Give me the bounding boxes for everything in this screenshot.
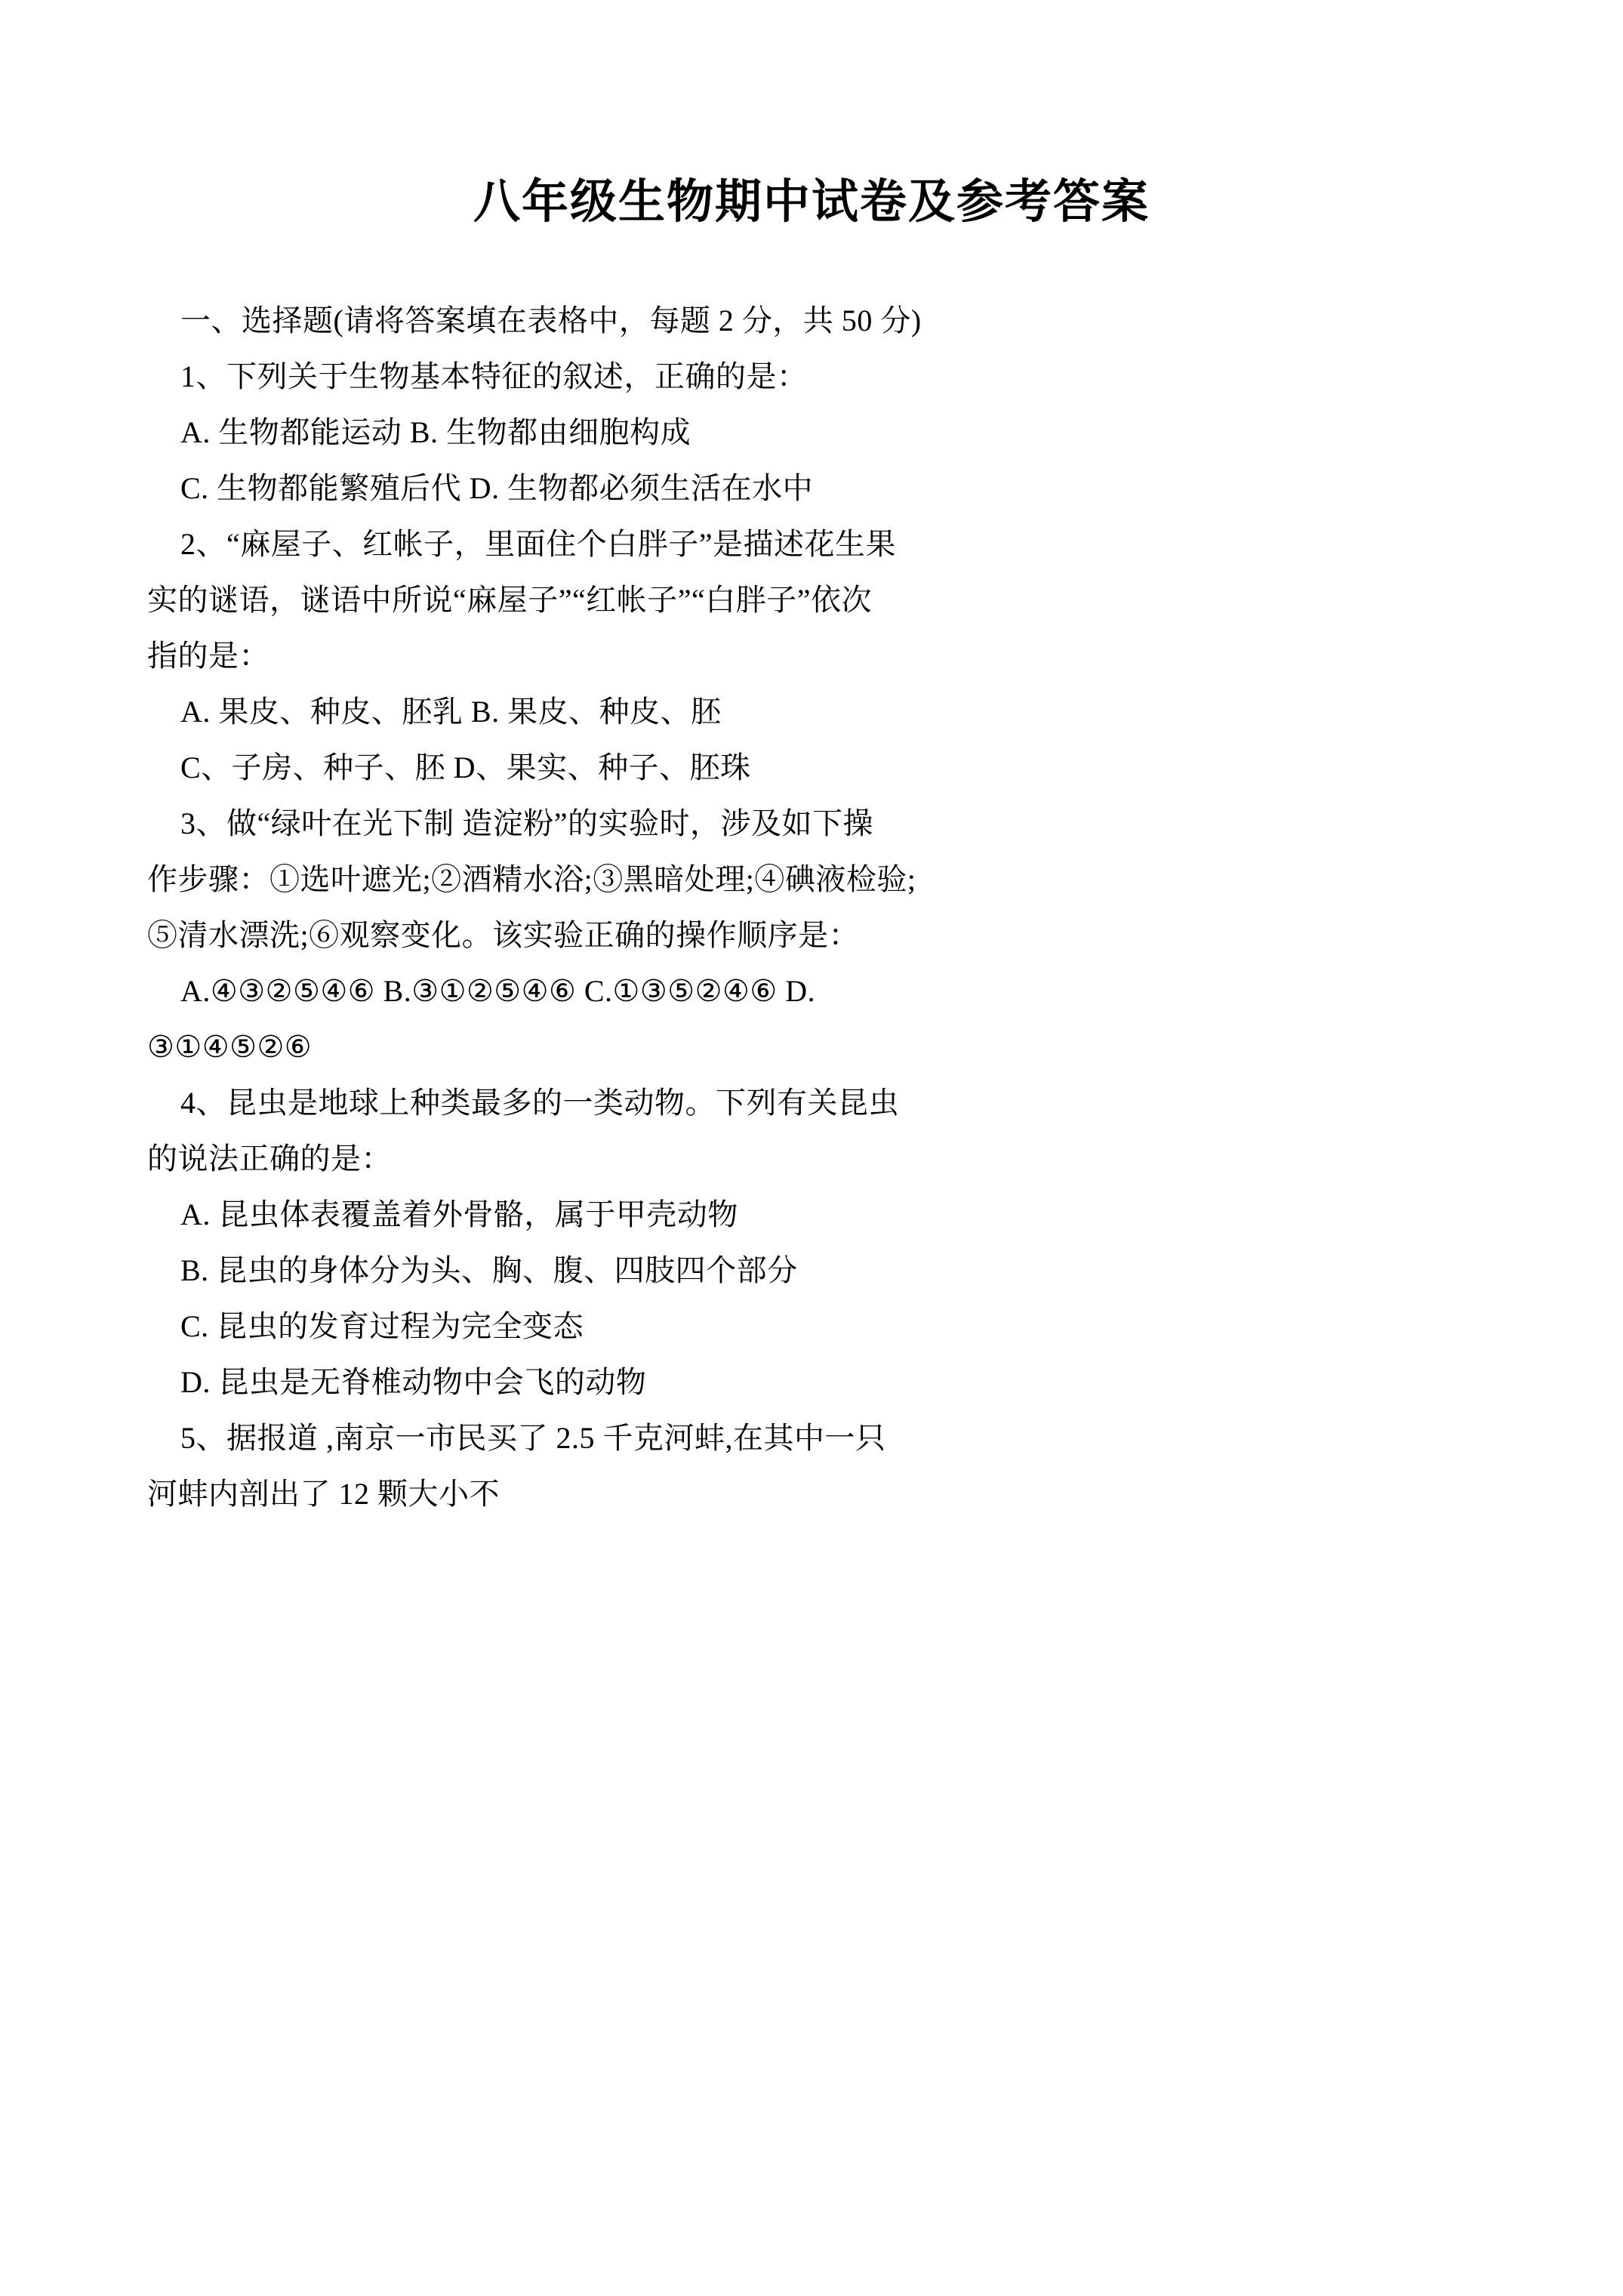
- question-line: 3、做“绿叶在光下制 造淀粉”的实验时，涉及如下操: [180, 806, 874, 840]
- question-line: 指的是：: [147, 638, 269, 673]
- question-line: 2、“麻屋子、红帐子，里面住个白胖子”是描述花生果: [180, 526, 897, 561]
- question-line: C、子房、种子、胚 D、果实、种子、胚珠: [180, 750, 751, 784]
- question-line: A.④③②⑤④⑥ B.③①②⑤④⑥ C.①③⑤②④⑥ D.: [180, 973, 816, 1008]
- question-line: C. 生物都能繁殖后代 D. 生物都必须生活在水中: [180, 470, 814, 505]
- question-line: ③①④⑤②⑥: [147, 1029, 313, 1064]
- question-line: A. 昆虫体表覆盖着外骨骼，属于甲壳动物: [180, 1197, 738, 1231]
- question-line: 4、昆虫是地球上种类最多的一类动物。下列有关昆虫: [180, 1085, 899, 1120]
- question-line: B. 昆虫的身体分为头、胸、腹、四肢四个部分: [180, 1253, 798, 1287]
- page-title: 八年级生物期中试卷及参考答案: [473, 177, 1150, 228]
- document-body: [147, 293, 1476, 1522]
- question-line: 河蚌内剖出了 12 颗大小不: [147, 1476, 500, 1511]
- question-line: 实的谜语，谜语中所说“麻屋子”“红帐子”“白胖子”依次: [147, 582, 873, 617]
- question-list: [147, 349, 1476, 1522]
- question-line: C. 昆虫的发育过程为完全变态: [180, 1308, 584, 1343]
- question-line: 5、据报道 ,南京一市民买了 2.5 千克河蚌,在其中一只: [180, 1420, 886, 1455]
- question-line: D. 昆虫是无脊椎动物中会飞的动物: [180, 1364, 647, 1399]
- section-header: 一、选择题(请将答案填在表格中，每题 2 分，共 50 分): [180, 303, 922, 337]
- question-line: ⑤清水漂洗;⑥观察变化。该实验正确的操作顺序是：: [147, 917, 860, 952]
- question-line: A. 果皮、种皮、胚乳 B. 果皮、种皮、胚: [180, 694, 722, 729]
- question-line: A. 生物都能运动 B. 生物都由细胞构成: [180, 415, 691, 449]
- question-line: 的说法正确的是：: [147, 1141, 392, 1176]
- question-line: 作步骤：①选叶遮光;②酒精水浴;③黑暗处理;④碘液检验;: [147, 861, 916, 896]
- question-line: 1、下列关于生物基本特征的叙述，正确的是：: [180, 359, 808, 393]
